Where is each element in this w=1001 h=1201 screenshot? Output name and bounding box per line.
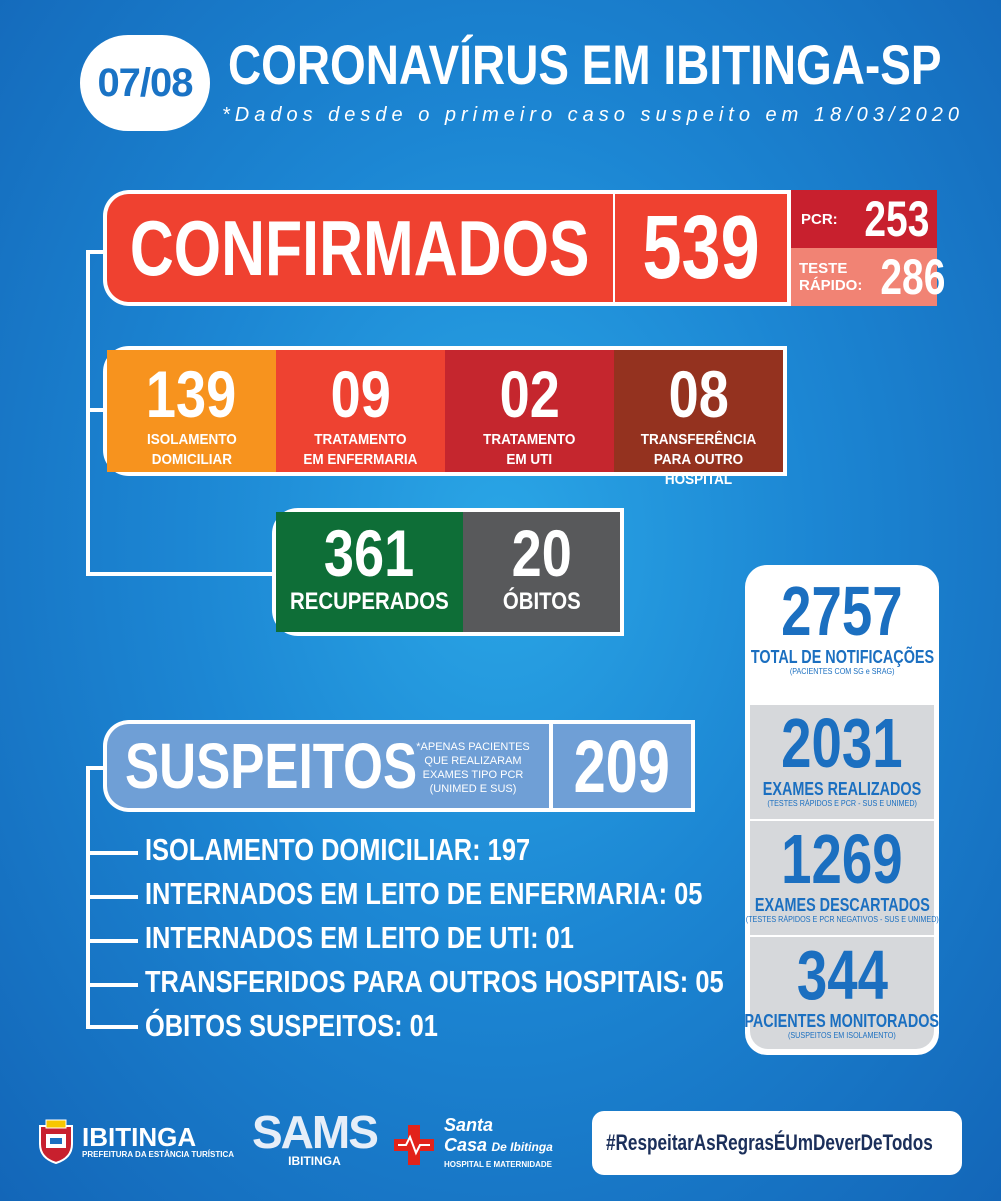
stats-panel	[745, 565, 939, 1055]
santa-casa-name-3: De Ibitinga	[491, 1140, 553, 1154]
recovered-label: RECUPERADOS	[290, 588, 449, 615]
ibitinga-name: IBITINGA	[82, 1121, 197, 1152]
stat-label: PACIENTES MONITORADOS	[744, 1011, 940, 1031]
connector-line	[86, 983, 138, 987]
suspects-item: INTERNADOS EM LEITO DE UTI: 01	[145, 920, 574, 955]
recovered-box	[276, 512, 463, 632]
suspects-label: SUSPEITOS	[125, 730, 418, 802]
stat-exams-done	[750, 705, 934, 819]
status-home-isolation	[107, 350, 276, 472]
santa-casa-logo	[392, 1116, 553, 1174]
stat-value: 1269	[781, 820, 903, 898]
outcomes-row	[272, 508, 624, 636]
connector-line	[86, 939, 138, 943]
stat-sublabel: (TESTES RÁPIDOS E PCR NEGATIVOS - SUS E UNIMED)	[745, 915, 939, 924]
hashtag-text: #RespeitarAsRegrasÉUmDeverDeTodos	[606, 1130, 933, 1155]
rapid-test-label	[799, 260, 862, 294]
suspects-label-box	[103, 720, 549, 812]
connector-line	[86, 895, 138, 899]
status-value: 09	[330, 357, 391, 431]
sams-name: SAMS	[252, 1106, 377, 1158]
status-icu-treatment	[445, 350, 614, 472]
ibitinga-logo	[36, 1118, 234, 1164]
status-value: 02	[499, 357, 560, 431]
status-ward-treatment	[276, 350, 445, 472]
sams-logo	[252, 1106, 377, 1168]
suspects-item: TRANSFERIDOS PARA OUTROS HOSPITAIS: 05	[145, 964, 724, 999]
status-transfer	[614, 350, 783, 488]
confirmed-value-box	[613, 190, 791, 306]
pcr-box	[791, 190, 937, 248]
date-text: 07/08	[97, 60, 193, 105]
rapid-test-value: 286	[880, 249, 946, 305]
stat-notifications	[750, 572, 934, 705]
status-label: TRATAMENTO EM ENFERMARIA	[303, 431, 418, 468]
connector-line	[86, 851, 138, 855]
stat-value: 344	[796, 936, 888, 1014]
medical-cross-icon	[392, 1123, 436, 1167]
santa-casa-name-2: Casa	[444, 1135, 488, 1155]
suspects-item: ISOLAMENTO DOMICILIAR: 197	[145, 832, 531, 867]
status-label: TRATAMENTO EM UTI	[483, 431, 576, 468]
hashtag-banner	[592, 1111, 962, 1175]
suspects-value: 209	[573, 724, 671, 808]
deaths-value: 20	[511, 516, 572, 590]
santa-casa-sub: HOSPITAL E MATERNIDADE	[444, 1160, 553, 1169]
suspects-item: INTERNADOS EM LEITO DE ENFERMARIA: 05	[145, 876, 703, 911]
connector-line	[86, 250, 90, 576]
stat-label: TOTAL DE NOTIFICAÇÕES	[750, 647, 934, 667]
rapid-test-box	[791, 248, 946, 306]
connector-line	[86, 572, 276, 576]
suspects-value-box	[549, 720, 695, 812]
stat-sublabel: (TESTES RÁPIDOS E PCR - SUS E UNIMED)	[767, 799, 917, 808]
deaths-box	[463, 512, 620, 632]
recovered-value: 361	[324, 516, 415, 590]
date-badge	[80, 35, 210, 131]
city-crest-icon	[36, 1118, 76, 1164]
rapid-test-label-line1: TESTE	[799, 260, 848, 277]
stat-value: 2757	[781, 572, 903, 650]
page-title: CORONAVÍRUS EM IBITINGA-SP	[228, 33, 942, 96]
stat-sublabel: (PACIENTES COM SG e SRAG)	[789, 667, 895, 676]
pcr-label: PCR:	[801, 210, 838, 228]
stat-label: EXAMES DESCARTADOS	[754, 895, 930, 915]
stat-label: EXAMES REALIZADOS	[762, 779, 922, 799]
confirmed-value: 539	[642, 197, 760, 298]
confirmed-label-box	[103, 190, 613, 306]
pcr-value: 253	[863, 191, 929, 247]
status-value: 08	[668, 357, 729, 431]
santa-casa-name-1: Santa	[444, 1115, 494, 1135]
sams-sub: IBITINGA	[288, 1154, 341, 1168]
suspects-item: ÓBITOS SUSPEITOS: 01	[145, 1008, 438, 1043]
suspects-note: *APENAS PACIENTES QUE REALIZARAM EXAMES TIPO PCR (UNIMED E SUS)	[416, 741, 530, 795]
status-label: ISOLAMENTO DOMICILIAR	[146, 431, 237, 468]
rapid-test-label-line2: RÁPIDO:	[799, 277, 863, 294]
ibitinga-sub: PREFEITURA DA ESTÂNCIA TURÍSTICA	[82, 1149, 234, 1159]
stat-monitored	[744, 936, 940, 1049]
page-subtitle: *Dados desde o primeiro caso suspeito em 18/03/2020	[222, 104, 964, 126]
stat-value: 2031	[781, 704, 903, 782]
stat-sublabel: (SUSPEITOS EM ISOLAMENTO)	[788, 1031, 896, 1040]
confirmed-label: CONFIRMADOS	[130, 203, 590, 292]
status-label: TRANSFERÊNCIA PARA OUTRO HOSPITAL	[640, 431, 757, 488]
deaths-label: ÓBITOS	[502, 588, 581, 615]
status-row	[103, 346, 787, 488]
status-value: 139	[146, 357, 237, 431]
stat-exams-discarded	[745, 820, 939, 935]
connector-line	[86, 1025, 138, 1029]
